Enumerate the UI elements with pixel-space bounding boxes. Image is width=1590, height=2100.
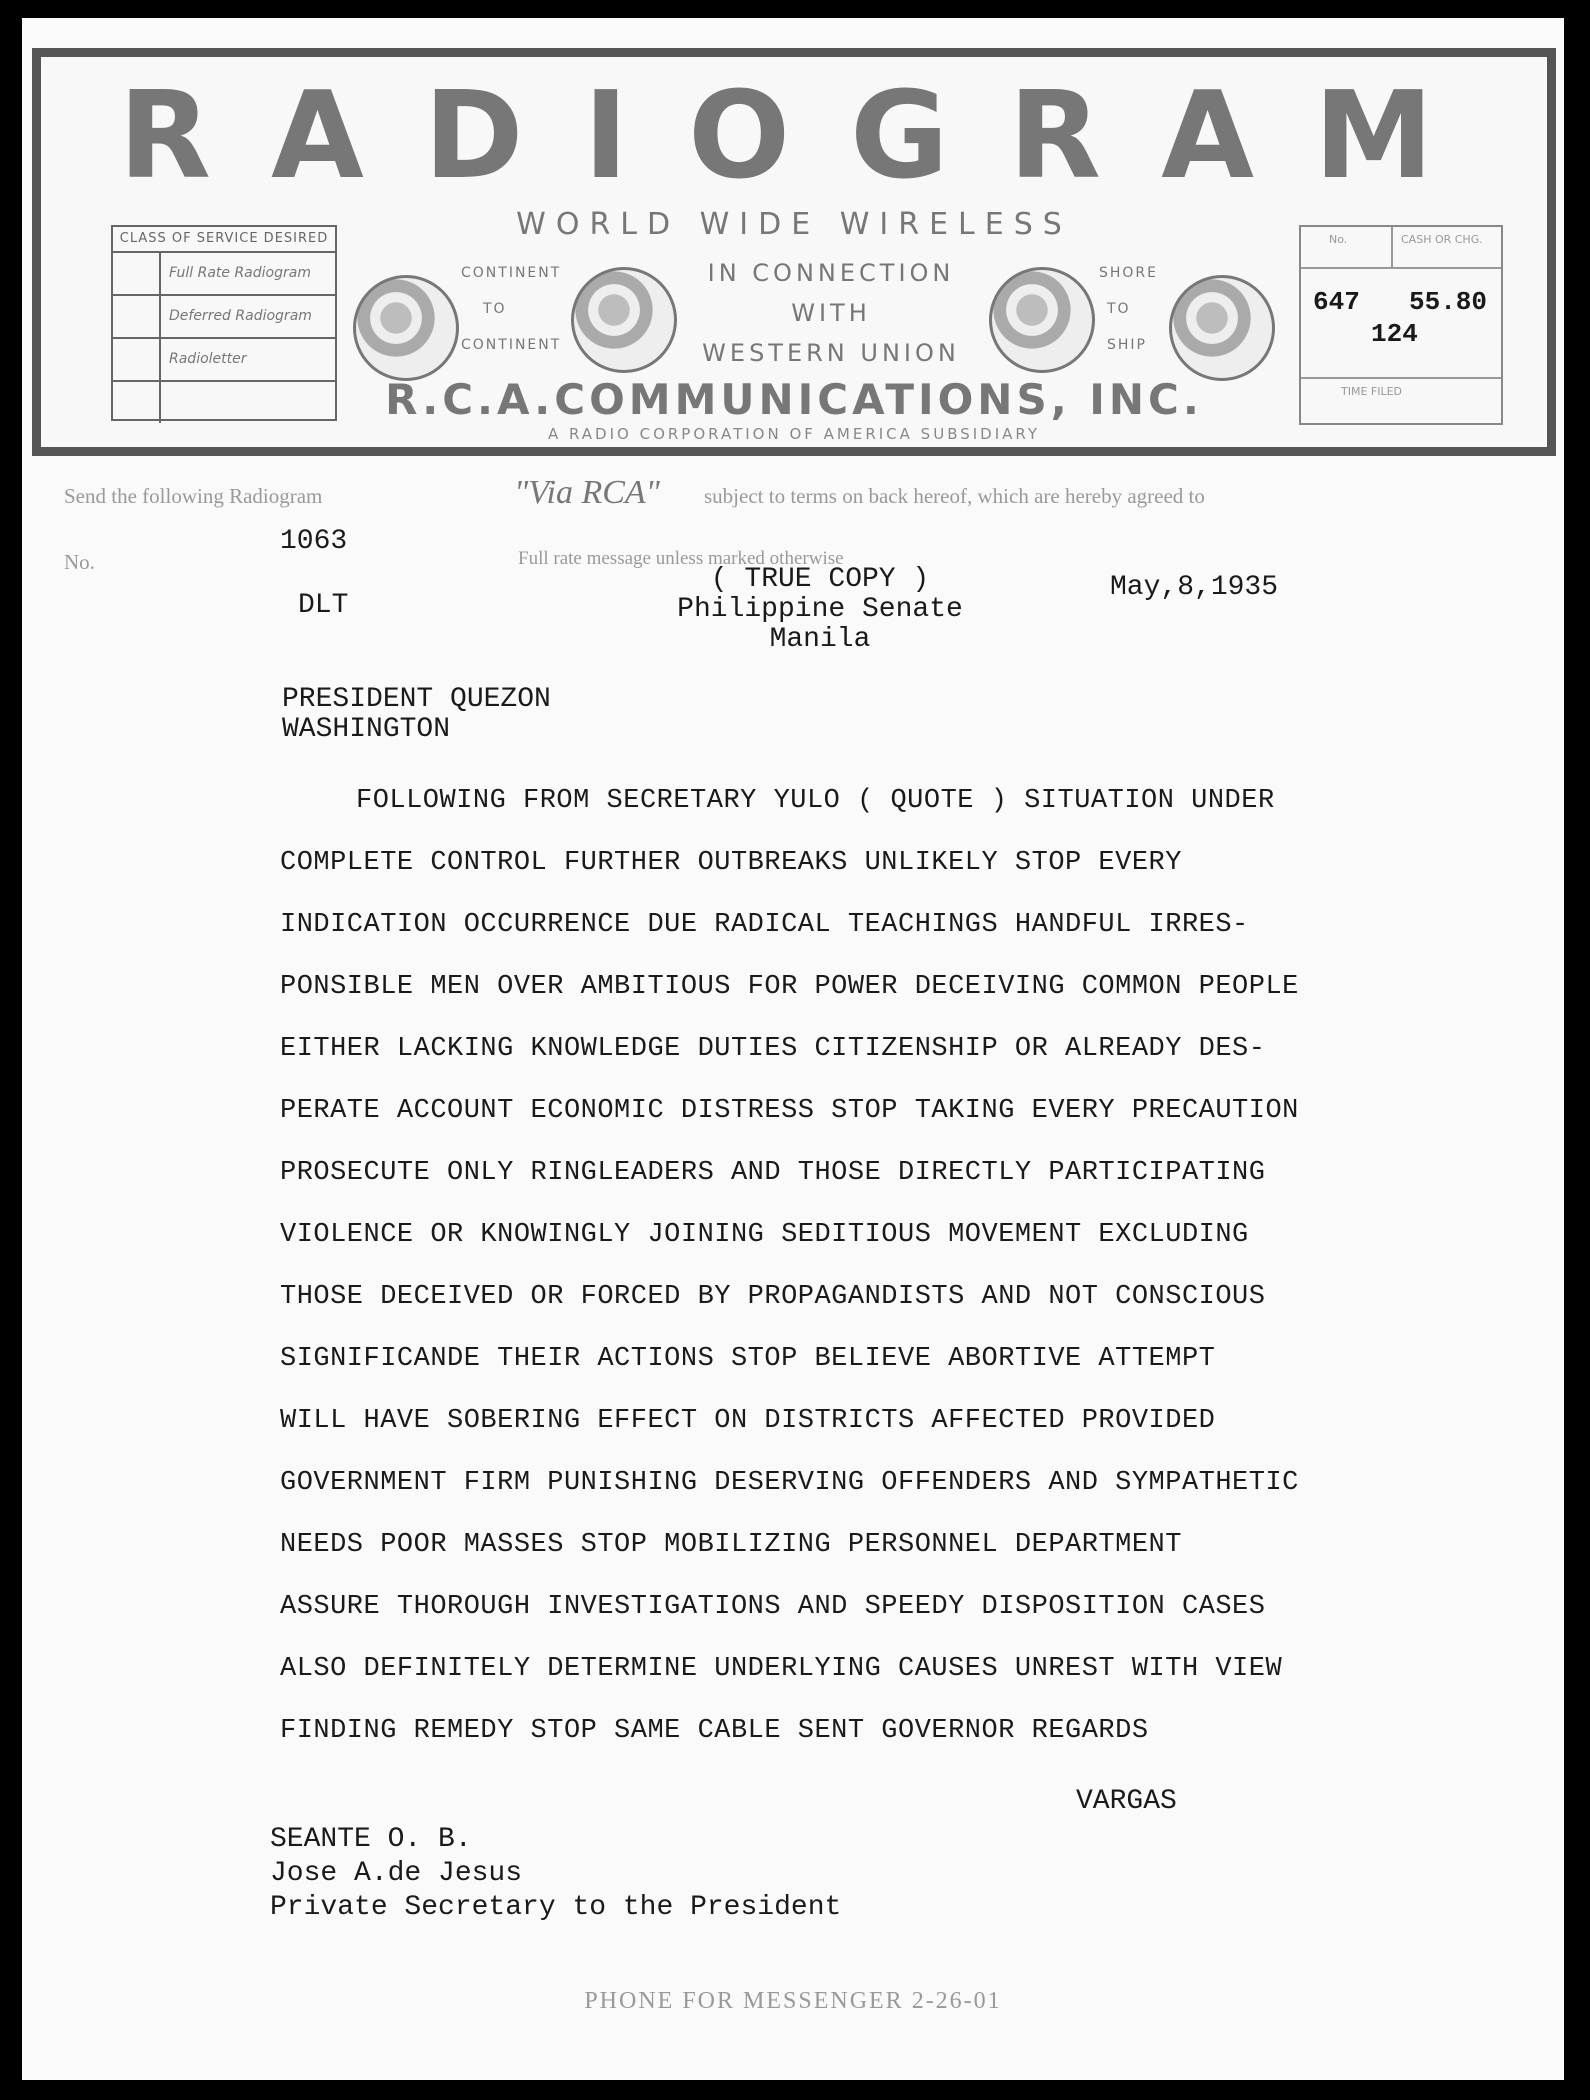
box-label-time-filed: TIME FILED <box>1341 385 1403 398</box>
body-line: ALSO DEFINITELY DETERMINE UNDERLYING CAUSES UNREST WITH VIEW <box>280 1654 1283 1684</box>
signature: VARGAS <box>1076 1786 1177 1817</box>
footer-line-1: SEANTE O. B. <box>270 1824 472 1855</box>
continent-label: CONTINENT <box>461 265 562 281</box>
shore-label: SHORE <box>1099 265 1159 281</box>
addressee-name: PRESIDENT QUEZON <box>282 684 551 715</box>
body-line: COMPLETE CONTROL FURTHER OUTBREAKS UNLIKELY STOP EVERY <box>280 848 1182 878</box>
body-line: THOSE DECEIVED OR FORCED BY PROPAGANDISTS AND NOT CONSCIOUS <box>280 1282 1266 1312</box>
full-rate-note: Full rate message unless marked otherwise <box>518 548 844 569</box>
to-label: TO <box>483 301 507 317</box>
brand-title: RADIOGRAM <box>118 67 1494 206</box>
addressee-location: WASHINGTON <box>282 714 451 745</box>
box-word-count: 124 <box>1371 319 1418 349</box>
via-rca-stamp: "Via RCA" <box>514 474 660 511</box>
connection-line-1: IN CONNECTION <box>707 259 955 287</box>
brand-subtitle: WORLD WIDE WIRELESS <box>516 207 1072 242</box>
radiogram-letterhead <box>32 48 1556 456</box>
class-checkbox <box>113 296 161 337</box>
message-number: 1063 <box>280 526 348 557</box>
origin-line-1: Philippine Senate <box>677 594 963 625</box>
class-of-service-title: CLASS OF SERVICE DESIRED <box>113 227 335 253</box>
company-name: R.C.A.COMMUNICATIONS, INC. <box>385 375 1203 424</box>
box-charge: 55.80 <box>1409 287 1488 317</box>
connection-line-3: WESTERN UNION <box>702 339 960 367</box>
continent-label: CONTINENT <box>461 337 562 353</box>
true-copy-label: ( TRUE COPY ) <box>710 564 930 595</box>
box-number: 647 <box>1313 287 1360 317</box>
class-option-row <box>113 296 335 339</box>
box-divider <box>1301 267 1501 269</box>
body-line: FOLLOWING FROM SECRETARY YULO ( QUOTE ) SITUATION UNDER <box>356 786 1275 816</box>
footer-line-3: Private Secretary to the President <box>270 1892 842 1923</box>
body-line: PERATE ACCOUNT ECONOMIC DISTRESS STOP TAKING EVERY PRECAUTION <box>280 1096 1299 1126</box>
body-line: ASSURE THOROUGH INVESTIGATIONS AND SPEEDY DISPOSITION CASES <box>280 1592 1266 1622</box>
body-line: FINDING REMEDY STOP SAME CABLE SENT GOVERNOR REGARDS <box>280 1716 1149 1746</box>
message-body <box>280 786 1530 1776</box>
class-option-label: Radioletter <box>169 351 247 367</box>
ship-label: SHIP <box>1107 337 1147 353</box>
connection-line-2: WITH <box>791 299 871 327</box>
send-instruction: Send the following Radiogram <box>64 484 323 508</box>
box-divider <box>1391 227 1393 267</box>
class-option-label: Full Rate Radiogram <box>169 265 311 281</box>
body-line: PONSIBLE MEN OVER AMBITIOUS FOR POWER DECEIVING COMMON PEOPLE <box>280 972 1299 1002</box>
to-label: TO <box>1107 301 1131 317</box>
box-label-number: No. <box>1329 233 1348 246</box>
body-line: NEEDS POOR MASSES STOP MOBILIZING PERSONNEL DEPARTMENT <box>280 1530 1182 1560</box>
box-label-charge: CASH OR CHG. <box>1401 233 1483 246</box>
terms-text: subject to terms on back hereof, which are hereby agreed to <box>704 484 1205 508</box>
class-option-label: Deferred Radiogram <box>169 308 312 324</box>
globe-icon <box>1169 275 1275 381</box>
body-line: PROSECUTE ONLY RINGLEADERS AND THOSE DIRECTLY PARTICIPATING <box>280 1158 1266 1188</box>
number-label: No. <box>64 550 95 574</box>
origin-line-2: Manila <box>769 624 871 655</box>
message-date: May,8,1935 <box>1110 572 1279 603</box>
globe-icon <box>571 267 677 373</box>
body-line: EITHER LACKING KNOWLEDGE DUTIES CITIZENSHIP OR ALREADY DES- <box>280 1034 1266 1064</box>
message-code: DLT <box>298 590 349 621</box>
body-line: VIOLENCE OR KNOWINGLY JOINING SEDITIOUS MOVEMENT EXCLUDING <box>280 1220 1249 1250</box>
phone-for-messenger: PHONE FOR MESSENGER 2-26-01 <box>584 1988 1002 2014</box>
body-line: INDICATION OCCURRENCE DUE RADICAL TEACHINGS HANDFUL IRRES- <box>280 910 1249 940</box>
body-line: SIGNIFICANDE THEIR ACTIONS STOP BELIEVE ABORTIVE ATTEMPT <box>280 1344 1216 1374</box>
globe-icon <box>353 275 459 381</box>
body-line: WILL HAVE SOBERING EFFECT ON DISTRICTS AFFECTED PROVIDED <box>280 1406 1216 1436</box>
class-option-row <box>113 253 335 296</box>
company-subtitle: A RADIO CORPORATION OF AMERICA SUBSIDIARY <box>547 425 1041 443</box>
footer-line-2: Jose A.de Jesus <box>270 1858 523 1889</box>
radiogram-sheet <box>22 18 1564 2080</box>
class-checkbox <box>113 253 161 294</box>
class-checkbox <box>113 339 161 380</box>
globe-icon <box>989 267 1095 373</box>
body-line: GOVERNMENT FIRM PUNISHING DESERVING OFFENDERS AND SYMPATHETIC <box>280 1468 1299 1498</box>
